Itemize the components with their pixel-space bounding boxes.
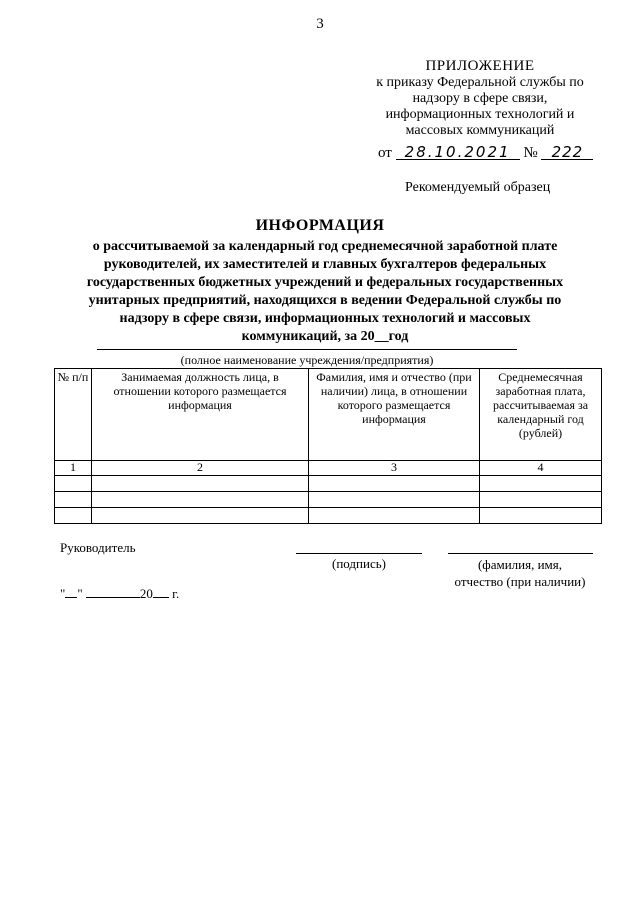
- institution-name-line: [97, 349, 517, 350]
- date-quote-open: ": [60, 586, 66, 601]
- table-row: [55, 508, 602, 524]
- column-number: 2: [92, 461, 309, 476]
- document-title: ИНФОРМАЦИЯ: [255, 217, 385, 234]
- institution-caption: (полное наименование учреждения/предприятия): [180, 353, 434, 367]
- appendix-title: ПРИЛОЖЕНИЕ: [425, 58, 535, 74]
- date-year-prefix: 20: [139, 586, 153, 601]
- table-cell: [92, 492, 309, 508]
- table-row: [55, 476, 602, 492]
- year-blank: [153, 584, 169, 598]
- document-subtitle: о рассчитываемой за календарный год среднемесячной заработной плате руководителей, их заместителей и главных бухгалтеров федеральных государственных бюджетных учреждений и федеральных государственных унитарных предприятий, находящихся в ведении Федеральной службы по надзору в сфере связи, информационных технологий и массовых коммуникаций, за 20__год: [86, 239, 564, 344]
- table-cell: [480, 476, 602, 492]
- page-number: 3: [316, 16, 324, 32]
- header-full-name: Фамилия, имя и отчество (при наличии) лица, в отношении которого размещается информация: [309, 369, 480, 461]
- column-number-row: [55, 461, 602, 476]
- signature-caption: (подпись): [332, 556, 386, 571]
- table-row: [55, 492, 602, 508]
- name-caption-line: отчество (при наличии): [454, 574, 586, 589]
- table-header-row: [55, 369, 602, 461]
- appendix-block: [355, 58, 605, 139]
- header-position: Занимаемая должность лица, в отношении которого размещается информация: [92, 369, 309, 461]
- appendix-line: к приказу Федеральной службы по: [376, 75, 584, 90]
- table-cell: [309, 492, 480, 508]
- column-number: 1: [55, 461, 92, 476]
- column-number: 3: [309, 461, 480, 476]
- table-cell: [55, 476, 92, 492]
- table-cell: [55, 492, 92, 508]
- table-cell: [55, 508, 92, 524]
- order-date-number: [378, 145, 593, 162]
- info-table: [54, 368, 602, 524]
- order-number-sign: №: [523, 145, 538, 161]
- head-label: Руководитель: [60, 540, 136, 555]
- appendix-line: массовых коммуникаций: [405, 123, 555, 138]
- header-salary: Среднемесячная заработная плата, рассчитываемая за календарный год (рублей): [480, 369, 602, 461]
- day-blank: [65, 584, 77, 598]
- signature-line: [296, 553, 422, 554]
- column-number: 4: [480, 461, 602, 476]
- name-line: [448, 553, 593, 554]
- table-cell: [309, 508, 480, 524]
- order-date-handwritten: 28.10.2021: [396, 145, 520, 160]
- date-year-suffix: г.: [172, 586, 180, 601]
- table-cell: [92, 508, 309, 524]
- sample-label: Рекомендуемый образец: [405, 180, 551, 195]
- date-quote-close: ": [77, 586, 83, 601]
- table-cell: [92, 476, 309, 492]
- table-cell: [480, 492, 602, 508]
- table-cell: [480, 508, 602, 524]
- appendix-line: информационных технологий и: [385, 107, 575, 122]
- appendix-line: надзору в сфере связи,: [412, 91, 548, 106]
- name-caption: [430, 556, 610, 590]
- order-number-handwritten: 222: [541, 145, 593, 160]
- name-caption-line: (фамилия, имя,: [477, 557, 563, 572]
- signing-date: [60, 584, 179, 602]
- table-cell: [309, 476, 480, 492]
- month-blank: [86, 584, 140, 598]
- order-date-prefix: от: [378, 145, 392, 161]
- header-number: № п/п: [55, 369, 92, 461]
